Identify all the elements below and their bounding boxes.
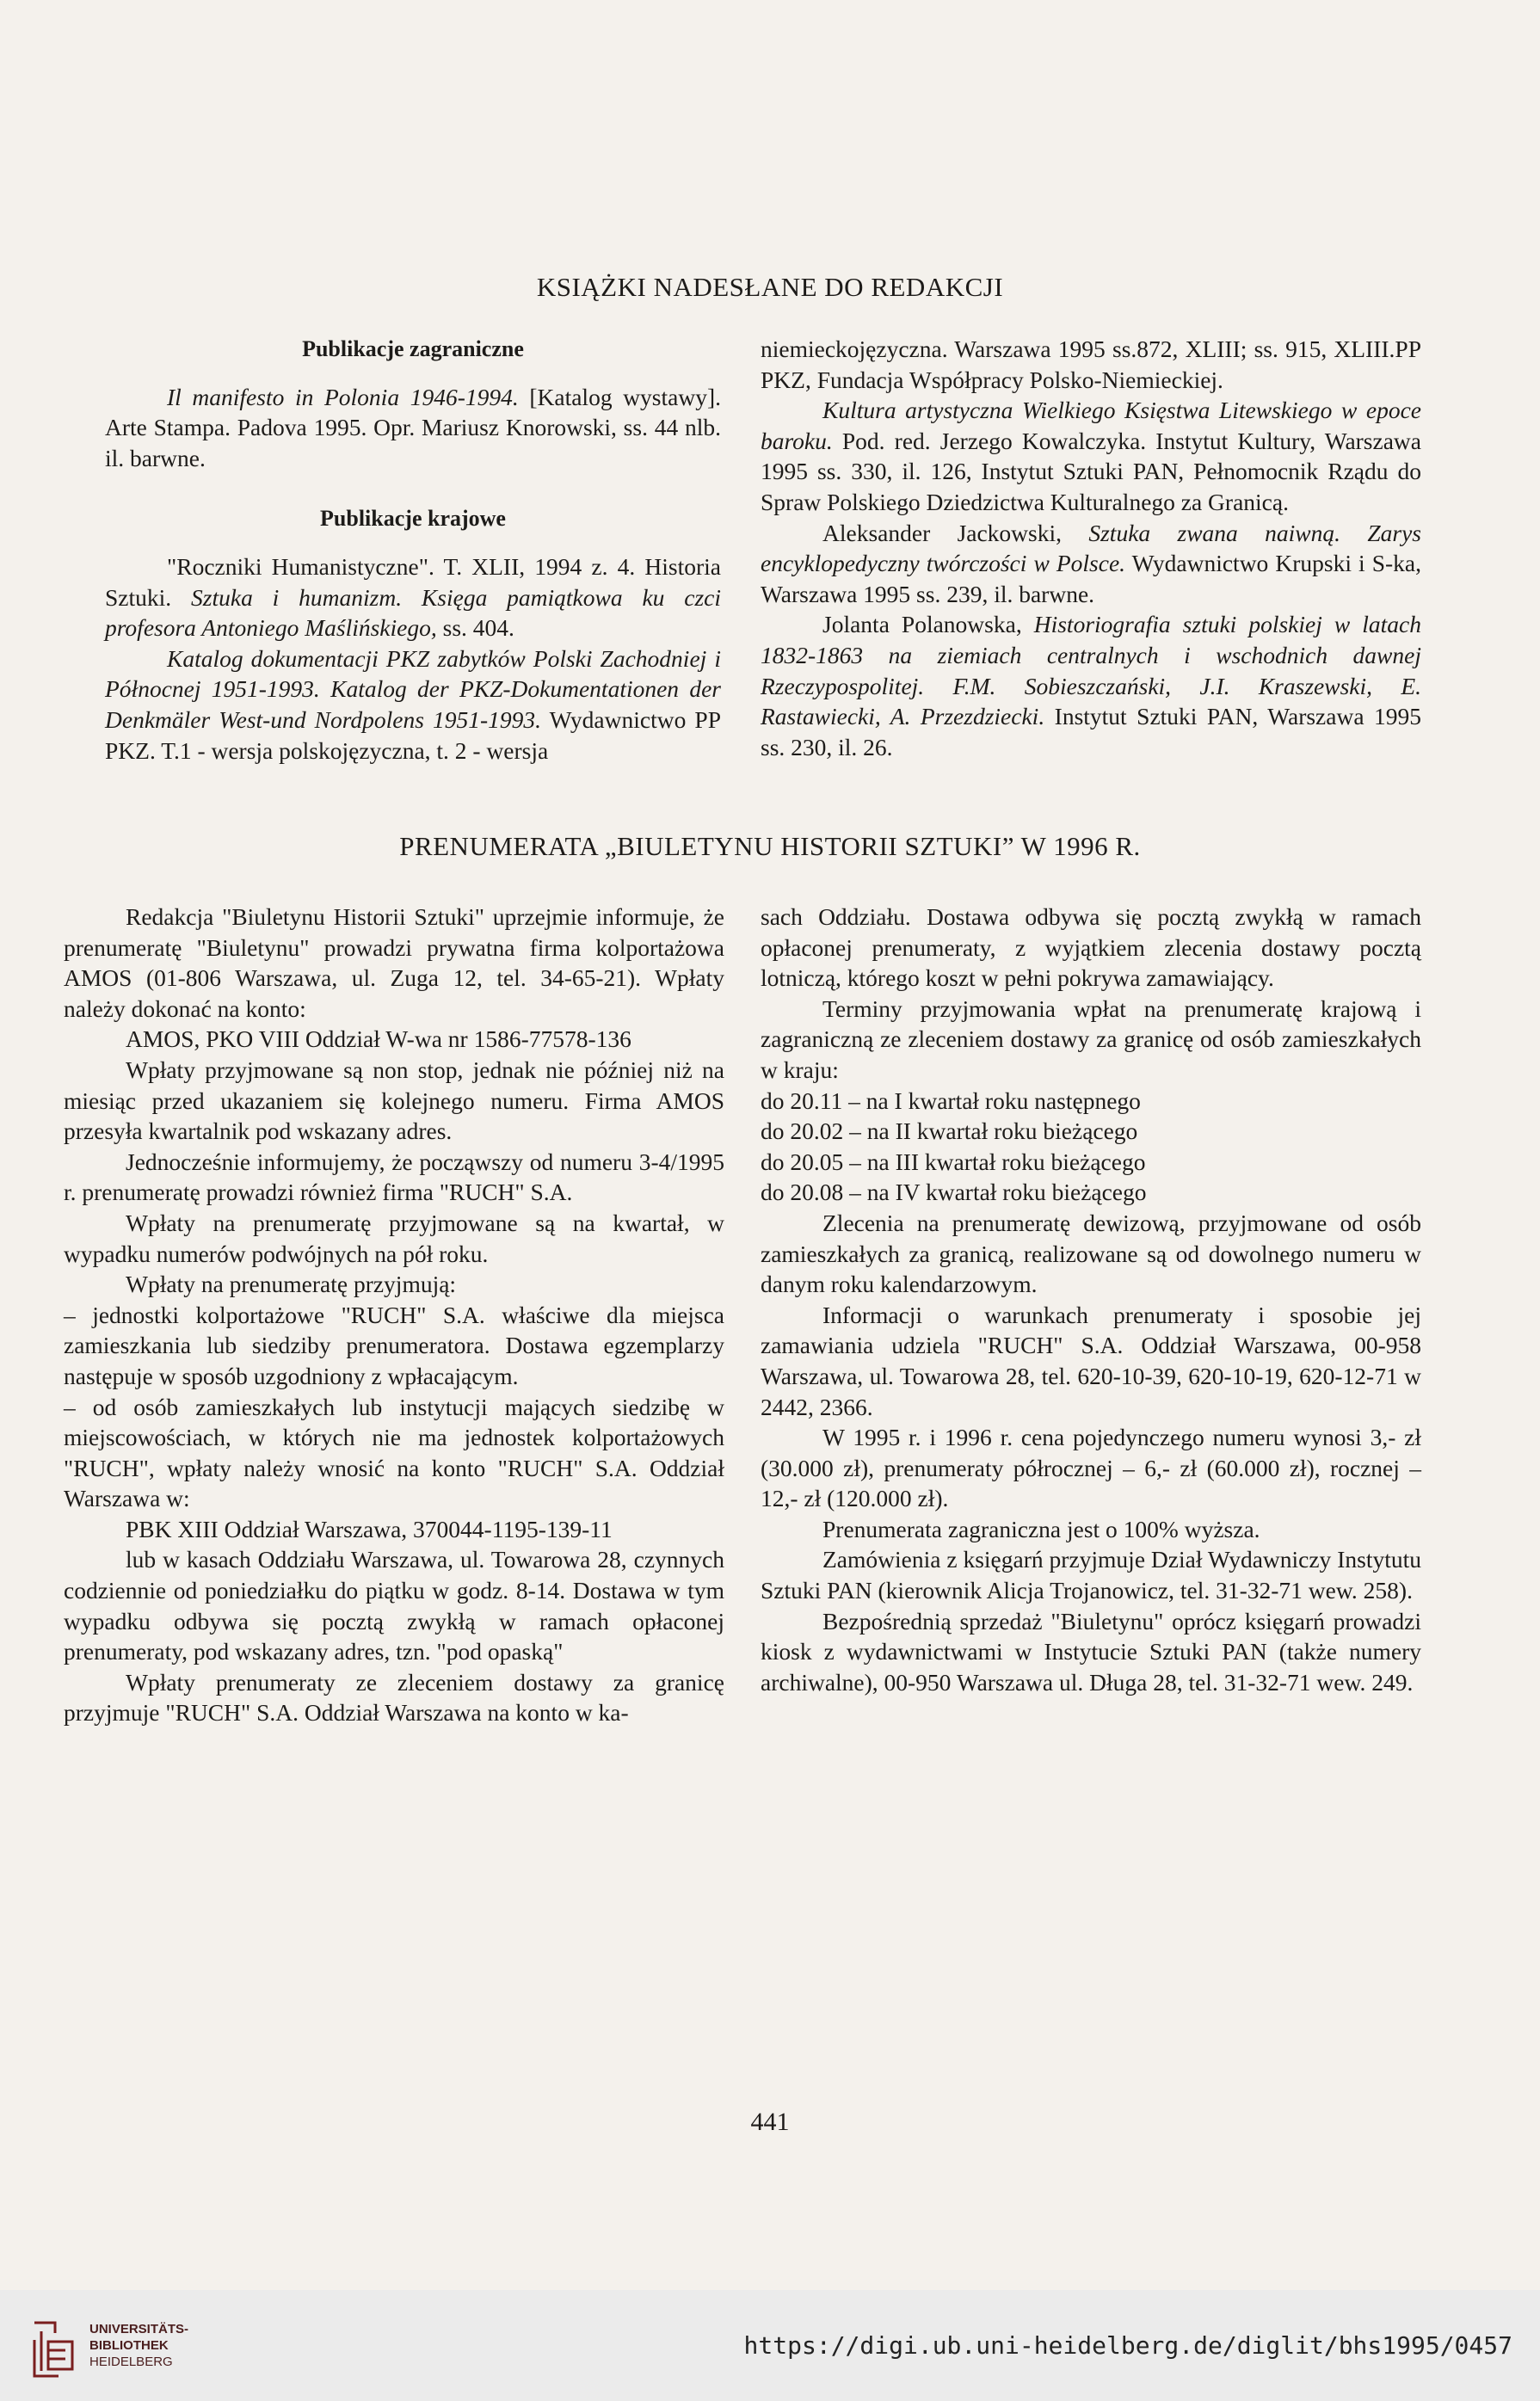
paragraph: Wpłaty na prenumeratę przyjmują: [126,1271,457,1298]
subheading-domestic: Publikacje krajowe [320,506,506,532]
paragraph: – od osób zamieszkałych lub instytucji mających siedzibę w miejscowościach, w których nie ma jednostek kolportażowych "RUCH", wpłaty należy wnosić na konto "RUCH" S.A. Oddział Warszawa w: [64,1393,724,1512]
entry-details: ss. 404. [436,614,514,642]
paragraph: – jednostki kolportażowe "RUCH" S.A. właściwe dla miejsca zamieszkania lub siedziby prenumeratora. Dostawa egzemplarzy następuje w sposób uzgodniony z wpłacającym. [64,1301,724,1389]
paragraph: lub w kasach Oddziału Warszawa, ul. Towarowa 28, czynnych codziennie od poniedziałku do piątku w godz. 8-14. Dostawa w tym wypadku odbywa się pocztą zwykłą w ramach opłaconej prenumeraty, pod wskazany adres, tzn. "pod opaską" [64,1546,724,1665]
library-name-line: UNIVERSITÄTS- [89,2322,189,2336]
entry-details: Instytut Sztuki PAN, Warszawa 1995 ss. 230, il. 26. [761,703,1421,760]
entry-jackowski [761,518,1421,610]
entry-author: Jolanta Polanowska, [822,611,1034,638]
paragraph: Terminy przyjmowania wpłat na prenumeratę krajową i zagraniczną ze zleceniem dostawy za granicę od osób zamieszkałych w kraju: [761,994,1421,1083]
library-name-line: HEIDELBERG [89,2355,173,2369]
account-number: PBK XIII Oddział Warszawa, 370044-1195-139-11 [126,1515,613,1542]
books-left-column [105,334,721,766]
deadline-item: do 20.08 – na IV kwartał roku bieżącego [761,1179,1147,1206]
paragraph: sach Oddziału. Dostawa odbywa się pocztą zwykłą w ramach opłaconej prenumeraty, z wyjątkiem zlecenia dostawy pocztą lotniczą, którego koszt w pełni pokrywa zamawiający. [761,903,1421,992]
entry-author: Aleksander Jackowski, [822,519,1089,546]
books-right-column [761,334,1421,762]
paragraph: Jednocześnie informujemy, że począwszy od numeru 3-4/1995 r. prenumeratę prowadzi również firma "RUCH" S.A. [64,1148,724,1206]
deadline-item: do 20.02 – na II kwartał roku bieżącego [761,1117,1138,1145]
entry-details: Wydawnictwo Krupski i S-ka, Warszawa 1995 ss. 239, il. barwne. [761,550,1421,607]
entry-katalog-pkz [105,643,721,766]
subscription-right-column [761,902,1421,1697]
permalink-url[interactable]: https://digi.ub.uni-heidelberg.de/diglit/bhs1995/0457 [743,2331,1512,2360]
library-name [89,2321,188,2370]
entry-kultura [761,395,1421,517]
subheading-foreign: Publikacje zagraniczne [302,336,524,361]
library-footer [0,2290,1540,2401]
entry-manifesto [105,382,721,474]
section-heading-books: KSIĄŻKI NADESŁANE DO REDAKCJI [536,272,1004,302]
paragraph: Wpłaty na prenumeratę przyjmowane są na kwartał, w wypadku numerów podwójnych na pół roku. [64,1209,724,1267]
paragraph: Wpłaty prenumeraty ze zleceniem dostawy za granicę przyjmuje "RUCH" S.A. Oddział Warszawa na konto w ka- [64,1668,724,1727]
entry-title: Kultura artystyczna Wielkiego Księstwa Litewskiego w epoce baroku. [761,397,1421,454]
library-name-line: BIBLIOTHEK [89,2338,169,2353]
library-logo-icon [29,2316,79,2378]
entry-details: Wydawnictwo PP PKZ. T.1 - wersja polskojęzyczna, t. 2 - wersja [105,705,721,764]
paragraph: Redakcja "Biuletynu Historii Sztuki" uprzejmie informuje, że prenumeratę "Biuletynu" prowadzi prywatna firma kolportażowa AMOS (01-806 Warszawa, ul. Zuga 12, tel. 34-65-21). Wpłaty należy dokonać na konto: [64,903,724,1022]
subscription-left-column [64,902,724,1728]
entry-polanowska [761,609,1421,762]
deadline-item: do 20.11 – na I kwartał roku następnego [761,1087,1141,1114]
paragraph: Informacji o warunkach prenumeraty i sposobie jej zamawiania udziela "RUCH" S.A. Oddział Warszawa, 00-958 Warszawa, ul. Towarowa 28, tel. 620-10-39, 620-10-19, 620-12-71 w 2442, 2366. [761,1301,1421,1420]
entry-roczniki [105,551,721,643]
paragraph: Prenumerata zagraniczna jest o 100% wyższa. [822,1515,1260,1542]
entry-details: Pod. red. Jerzego Kowalczyka. Instytut Kultury, Warszawa 1995 ss. 330, il. 126, Instytut Sztuki PAN, Pełnomocnik Rządu do Spraw Polskiego Dziedzictwa Kulturalnego za Granicą. [761,427,1421,515]
page-number: 441 [750,2108,790,2136]
paragraph: Zlecenia na prenumeratę dewizową, przyjmowane od osób zamieszkałych za granicą, realizowane są od dowolnego numeru w danym roku kalendarzowym. [761,1209,1421,1298]
paragraph: Wpłaty przyjmowane są non stop, jednak nie później niż na miesiąc przed ukazaniem się kolejnego numeru. Firma AMOS przesyła kwartalnik pod wskazany adres. [64,1056,724,1145]
paragraph: Zamówienia z księgarń przyjmuje Dział Wydawniczy Instytutu Sztuki PAN (kierownik Alicja Trojanowicz, tel. 31-32-71 wew. 258). [761,1546,1421,1604]
entry-title: Sztuka zwana naiwną. Zarys encyklopedyczny twórczości w Polsce. [761,519,1421,577]
entry-title: Katalog dokumentacji PKZ zabytków Polski Zachodniej i Północnej 1951-1993. Katalog der PKZ-Dokumentationen der Denkmäler West-und Nordpolens 1951-1993. [105,644,721,733]
paragraph: W 1995 r. i 1996 r. cena pojedynczego numeru wynosi 3,- zł (30.000 zł), prenumeraty półrocznej – 6,- zł (60.000 zł), rocznej – 12,- zł (120.000 zł). [761,1424,1421,1512]
section-heading-subscription: PRENUMERATA „BIULETYNU HISTORII SZTUKI” W 1996 R. [399,831,1141,861]
entry-details: [Katalog wystawy]. Arte Stampa. Padova 1995. Opr. Mariusz Knorowski, ss. 44 nlb. il. barwne. [105,383,721,471]
entry-prefix: "Roczniki Humanistyczne". T. XLII, 1994 z. 4. Historia Sztuki. [105,552,721,611]
entry-title: Il manifesto in Polonia 1946-1994. [167,383,519,410]
paragraph: Bezpośrednią sprzedaż "Biuletynu" oprócz księgarń prowadzi kiosk z wydawnictwami w Instytucie Sztuki PAN (także numery archiwalne), 00-950 Warszawa ul. Długa 28, tel. 31-32-71 wew. 249. [761,1607,1421,1696]
deadline-item: do 20.05 – na III kwartał roku bieżącego [761,1148,1146,1175]
entry-continuation: niemieckojęzyczna. Warszawa 1995 ss.872, XLIII; ss. 915, XLIII.PP PKZ, Fundacja Współpracy Polsko-Niemieckiej. [761,336,1421,393]
entry-title: Historiografia sztuki polskiej w latach 1832-1863 na ziemiach centralnych i wschodnich dawnej Rzeczypospolitej. F.M. Sobieszczański, J.I. Kraszewski, E. Rastawiecki, A. Przezdziecki. [761,611,1421,730]
entry-title: Sztuka i humanizm. Księga pamiątkowa ku czci profesora Antoniego Maślińskiego, [105,583,722,642]
account-number: AMOS, PKO VIII Oddział W-wa nr 1586-77578-136 [126,1025,631,1053]
